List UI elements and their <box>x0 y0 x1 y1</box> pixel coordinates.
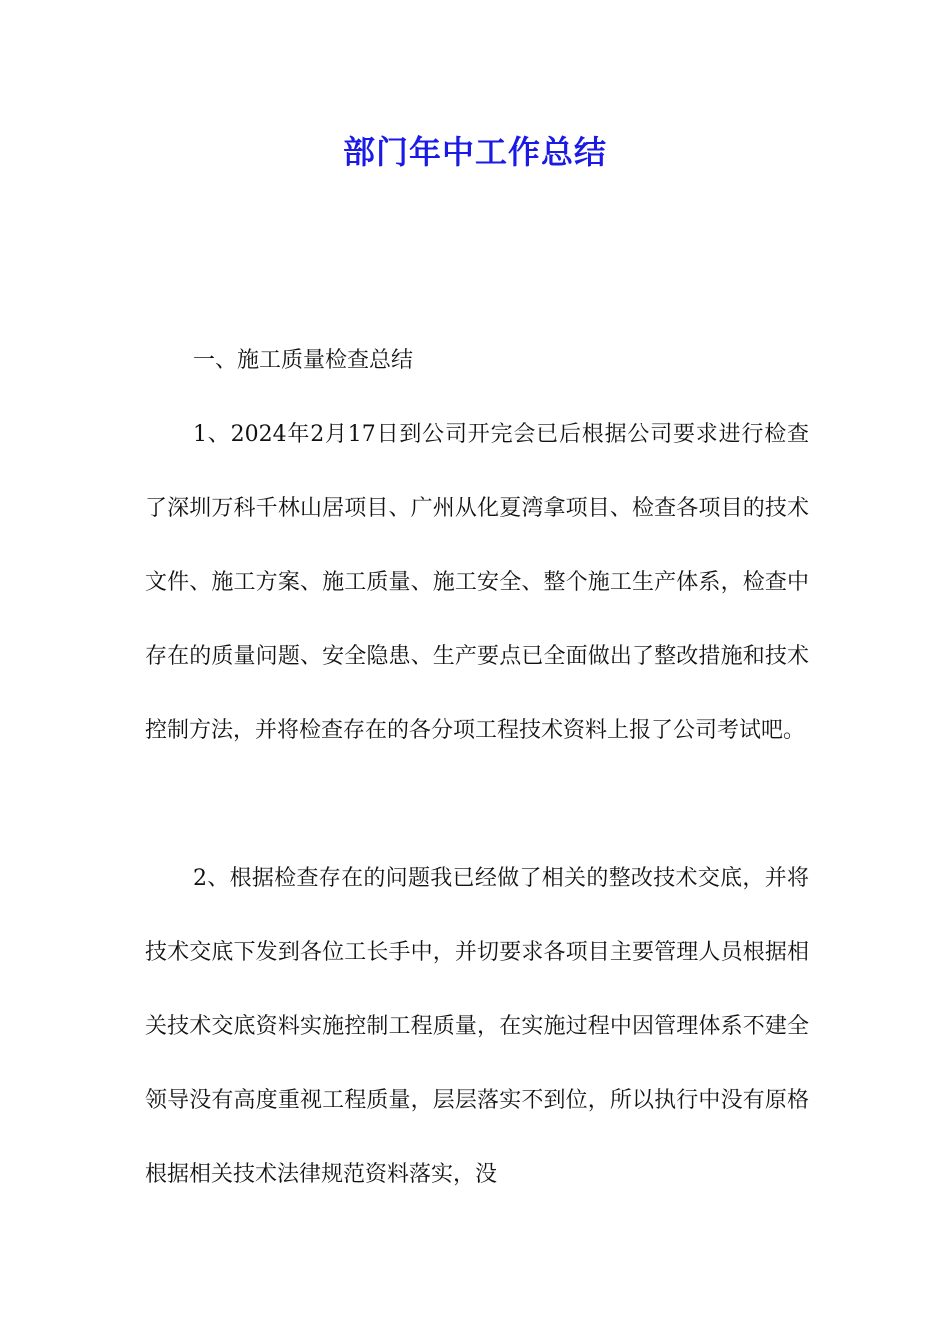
paragraph-1: 1、2024年2月17日到公司开完会已后根据公司要求进行检查了深圳万科千林山居项目、广州从化夏湾拿项目、检查各项目的技术文件、施工方案、施工质量、施工安全、整个施工生产体系，检查中存在的质量问题、安全隐患、生产要点已全面做出了整改措施和技术控制方法，并将检查存在的各分项工程技术资料上报了公司考试吧。 <box>145 422 809 743</box>
document-title: 部门年中工作总结 <box>342 133 607 171</box>
section-heading: 一、施工质量检查总结 <box>193 348 414 373</box>
paragraph-2: 2、根据检查存在的问题我已经做了相关的整改技术交底，并将技术交底下发到各位工长手中，并切要求各项目主要管理人员根据相关技术交底资料实施控制工程质量，在实施过程中因管理体系不建全领导没有高度重视工程质量，层层落实不到位，所以执行中没有原格根据相关技术法律规范资料落实，没 <box>145 866 809 1187</box>
